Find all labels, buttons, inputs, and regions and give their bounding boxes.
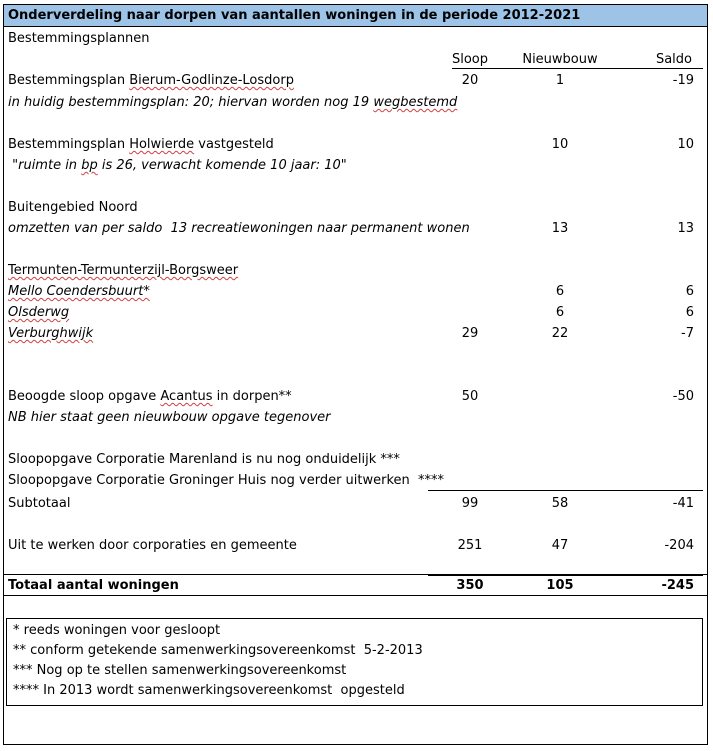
row-totaal-saldo: -245 xyxy=(661,578,694,593)
row-uit-te-werken-label: Uit te werken door corporaties en gemeente xyxy=(8,538,297,553)
row-bierum-saldo: -19 xyxy=(672,73,694,88)
row-mello-nieuwbouw: 6 xyxy=(555,284,565,299)
row-buitengebied-note: omzetten van per saldo 13 recreatiewoningen naar permanent wonen xyxy=(8,221,470,236)
row-acantus-label: Beoogde sloop opgave Acantus in dorpen** xyxy=(8,389,292,404)
row-holwierde-note: "ruimte in bp is 26, verwacht komende 10 jaar: 10" xyxy=(8,158,347,173)
row-subtotaal-saldo: -41 xyxy=(672,496,694,511)
footnote-1: * reeds woningen voor gesloopt xyxy=(13,623,221,638)
row-uit-te-werken-saldo: -204 xyxy=(664,538,694,553)
row-olsderwg-saldo: 6 xyxy=(685,305,694,320)
row-mello-saldo: 6 xyxy=(685,284,694,299)
row-uit-te-werken-sloop: 251 xyxy=(457,538,483,553)
row-bierum-label: Bestemmingsplan Bierum-Godlinze-Losdorp xyxy=(8,73,294,88)
col-header-sloop: Sloop xyxy=(451,52,489,67)
group-termunten-label: Termunten-Termunterzijl-Borgsweer xyxy=(8,263,239,278)
row-acantus-note: NB hier staat geen nieuwbouw opgave tegenover xyxy=(8,410,331,425)
row-buitengebied-label: Buitengebied Noord xyxy=(8,200,138,215)
subtotal-line xyxy=(428,490,703,491)
table-title: Onderverdeling naar dorpen van aantallen woningen in de periode 2012-2021 xyxy=(4,5,707,27)
row-uit-te-werken-nieuwbouw: 47 xyxy=(551,538,569,553)
row-mello-label: Mello Coendersbuurt* xyxy=(8,284,150,299)
row-subtotaal-label: Subtotaal xyxy=(8,496,71,511)
row-bierum-note: in huidig bestemmingsplan: 20; hiervan worden nog 19 wegbestemd xyxy=(8,95,458,110)
footnote-2: ** conform getekende samenwerkingsovereenkomst 5-2-2013 xyxy=(13,643,423,658)
row-verburghwijk-saldo: -7 xyxy=(681,326,694,341)
row-buitengebied-saldo: 13 xyxy=(677,221,694,236)
row-totaal-label: Totaal aantal woningen xyxy=(8,578,179,593)
row-holwierde-saldo: 10 xyxy=(677,137,694,152)
total-line xyxy=(428,575,703,576)
col-header-nieuwbouw: Nieuwbouw xyxy=(522,52,598,67)
row-holwierde-nieuwbouw: 10 xyxy=(551,137,569,152)
row-holwierde-label: Bestemmingsplan Holwierde vastgesteld xyxy=(8,137,274,152)
footnote-3: *** Nog op te stellen samenwerkingsovereenkomst xyxy=(13,663,347,678)
row-acantus-saldo: -50 xyxy=(672,389,694,404)
footnotes-box xyxy=(6,618,703,706)
row-olsderwg-nieuwbouw: 6 xyxy=(555,305,565,320)
row-bierum-sloop: 20 xyxy=(461,73,479,88)
section-label: Bestemmingsplannen xyxy=(8,31,150,46)
row-totaal-nieuwbouw: 105 xyxy=(546,578,574,593)
row-buitengebied-nieuwbouw: 13 xyxy=(551,221,569,236)
row-verburghwijk-label: Verburghwijk xyxy=(8,326,94,341)
footnote-4: **** In 2013 wordt samenwerkingsovereenkomst opgesteld xyxy=(13,683,405,698)
row-subtotaal-sloop: 99 xyxy=(461,496,479,511)
row-groninger-huis: Sloopopgave Corporatie Groninger Huis nog verder uitwerken **** xyxy=(8,473,445,488)
header-underline xyxy=(452,68,703,69)
row-verburghwijk-nieuwbouw: 22 xyxy=(551,326,569,341)
row-marenland: Sloopopgave Corporatie Marenland is nu nog onduidelijk *** xyxy=(8,452,400,467)
row-bierum-nieuwbouw: 1 xyxy=(555,73,565,88)
row-subtotaal-nieuwbouw: 58 xyxy=(551,496,569,511)
col-header-saldo: Saldo xyxy=(655,52,692,67)
row-acantus-sloop: 50 xyxy=(461,389,479,404)
row-verburghwijk-sloop: 29 xyxy=(461,326,479,341)
row-totaal-sloop: 350 xyxy=(456,578,484,593)
row-olsderwg-label: Olsderwg xyxy=(8,305,70,320)
